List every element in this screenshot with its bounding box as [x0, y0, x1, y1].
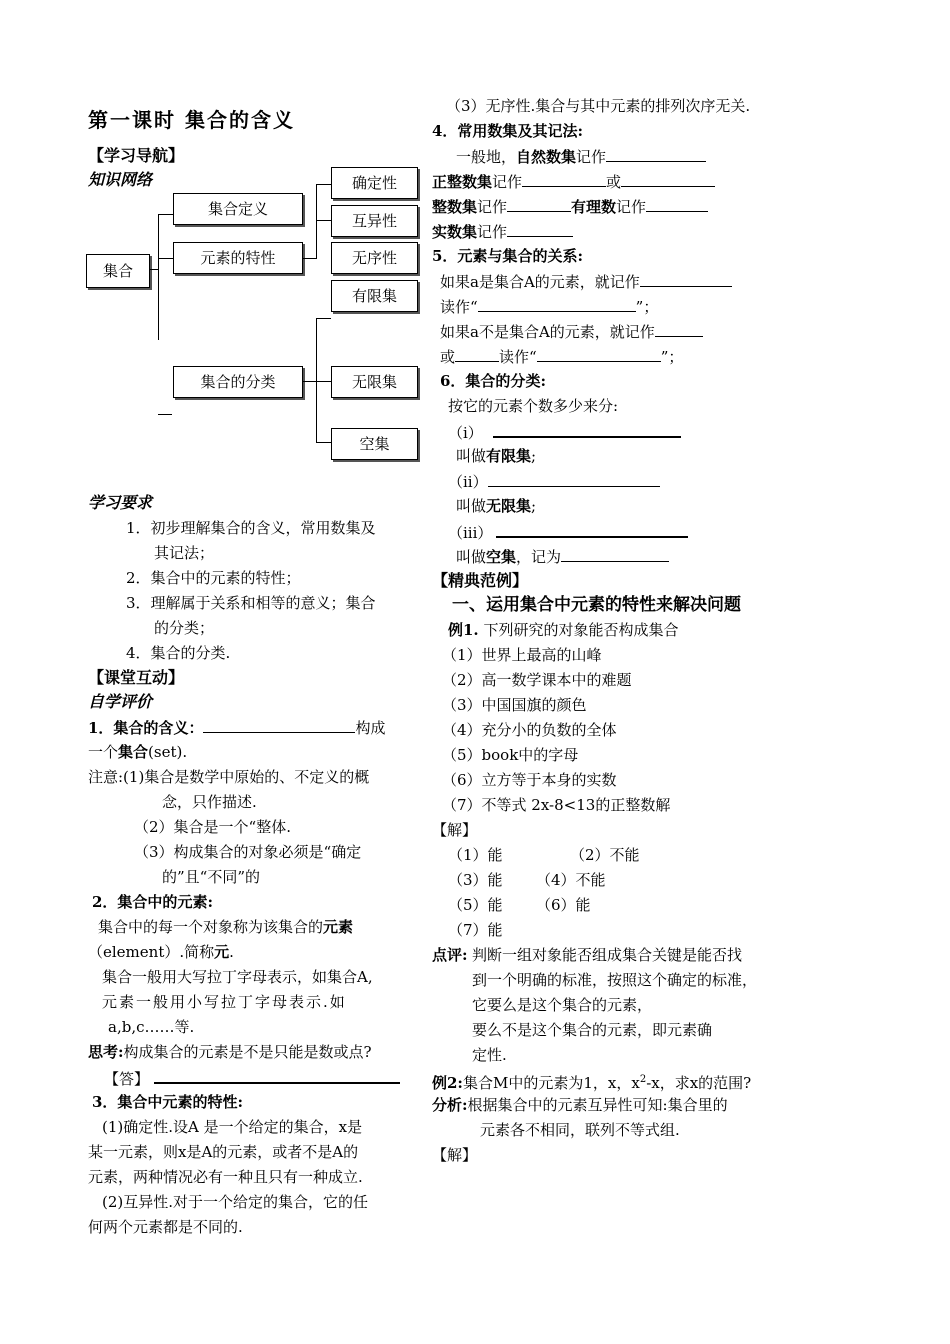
section-6-line1: 按它的元素个数多少来分: [448, 397, 619, 415]
connector [302, 381, 317, 382]
blank-field[interactable] [507, 196, 571, 212]
requirement-2: 2．集合中的元素的特性； [126, 569, 301, 587]
blank-field[interactable] [561, 546, 669, 562]
solution-item: （6）能 [536, 896, 591, 914]
comment-label: 点评: [432, 946, 468, 964]
diagram-prop-2: 互异性 [331, 205, 418, 237]
blank-field[interactable] [493, 421, 681, 438]
blank-field[interactable] [640, 271, 732, 287]
analysis-line2: 元素各不相同，联列不等式组. [480, 1121, 680, 1139]
solution-item: （4）不能 [536, 871, 606, 889]
solution-item: （5）能 [448, 896, 503, 914]
blank-field[interactable] [522, 171, 606, 187]
solution-item: （1）能 [448, 846, 503, 864]
connector [158, 214, 173, 215]
connector [316, 220, 331, 221]
example-1-item: （1）世界上最高的山峰 [442, 646, 602, 664]
class-i-desc: 叫做有限集; [456, 447, 537, 465]
class-iii-line: （iii） [448, 521, 688, 543]
requirement-1b: 其记法； [154, 544, 215, 562]
section-5-line3: 如果a不是集合A的元素，就记作 [440, 321, 703, 342]
section-6-label: 6．集合的分类: [440, 372, 546, 390]
note-2: （2）集合是一个“整体. [134, 818, 291, 836]
s1-suffix: 构成 [355, 719, 386, 737]
section-4-line3: 整数集记作 有理数记作 [432, 196, 708, 217]
diagram-root: 集合 [86, 254, 150, 288]
class-i-line: （i） [448, 421, 681, 443]
answer-blank[interactable] [154, 1067, 400, 1084]
section-2-label: 2．集合中的元素: [92, 893, 213, 911]
connector [302, 258, 317, 259]
comment-line: 判断一组对象能否组成集合关键是能否找 [472, 946, 743, 964]
section-5-line2: 读作“ ”； [440, 298, 659, 316]
connector [158, 214, 159, 340]
diagram-definition: 集合定义 [173, 193, 303, 225]
analysis-line1: 分析:根据集合中的元素互异性可知:集合里的 [432, 1096, 728, 1114]
answer-label: 【答】 [104, 1070, 150, 1088]
comment-line: 要么不是这个集合的元素，即元素确 [472, 1021, 713, 1039]
section-3-line2: 某一元素，则x是A的元素，或者不是A的 [88, 1143, 359, 1161]
requirement-4: 4．集合的分类. [126, 644, 231, 662]
section-5-label: 5．元素与集合的关系: [432, 247, 583, 265]
section-4-line2: 正整数集记作 或 [432, 171, 715, 192]
section-1-label: 1．集合的含义： [88, 719, 204, 737]
example-1-item: （2）高一数学课本中的难题 [442, 671, 632, 689]
diagram-class-3: 空集 [331, 428, 418, 460]
diagram-properties: 元素的特性 [173, 242, 303, 274]
section-3-label: 3．集合中元素的特性: [92, 1093, 243, 1111]
page-title: 第一课时 集合的含义 [88, 108, 295, 132]
solution-item: （2）不能 [570, 846, 640, 864]
section-2-line5: a,b,c……等. [108, 1018, 195, 1036]
class-header: 【课堂互动】 [88, 668, 185, 687]
solution-item: （7）能 [448, 921, 503, 939]
diagram-classification: 集合的分类 [173, 366, 303, 398]
section-2-line2: （element）.简称元. [88, 943, 234, 961]
example-1-item: （6）立方等于本身的实数 [442, 771, 617, 789]
diagram-class-1: 有限集 [331, 280, 418, 312]
solution-item: （3）能 [448, 871, 503, 889]
diagram-prop-3: 无序性 [331, 242, 418, 274]
blank-field[interactable] [203, 717, 355, 733]
connector [158, 414, 172, 415]
blank-field[interactable] [655, 321, 703, 337]
connector [158, 258, 173, 259]
solution-label: 【解】 [432, 821, 478, 839]
section-3-line5: 何两个元素都是不同的. [88, 1218, 243, 1236]
blank-field[interactable] [488, 471, 660, 487]
section-1-line2: 一个集合(set). [88, 743, 188, 761]
section-3-line3: 元素，两种情况必有一种且只有一种成立. [88, 1168, 363, 1186]
section-1-line [88, 717, 385, 738]
section-2-line4: 元素一般用小写拉丁字母表示.如 [102, 993, 347, 1011]
blank-field[interactable] [478, 296, 636, 312]
blank-field[interactable] [606, 146, 706, 162]
section-3-line4: (2)互异性.对于一个给定的集合，它的任 [102, 1193, 369, 1211]
diagram-class-2: 无限集 [331, 366, 418, 398]
blank-field[interactable] [496, 521, 688, 538]
connector [316, 318, 331, 319]
self-eval-label: 自学评价 [88, 692, 153, 711]
diagram-prop-1: 确定性 [331, 167, 418, 199]
section-3-line1: (1)确定性.设A 是一个给定的集合，x是 [102, 1118, 363, 1136]
section-4-line4: 实数集记作 [432, 221, 573, 242]
section-2-line3: 集合一般用大写拉丁字母表示，如集合A, [102, 968, 373, 986]
blank-field[interactable] [621, 171, 715, 187]
example-1-item: （5）book中的字母 [442, 746, 579, 764]
connector [316, 184, 331, 185]
network-label: 知识网络 [88, 170, 153, 189]
requirement-3b: 的分类； [154, 619, 215, 637]
class-ii-desc: 叫做无限集; [456, 497, 537, 515]
sub-header: 一、运用集合中元素的特性来解决问题 [452, 595, 741, 615]
example-2-prompt: 例2:集合M中的元素为1，x，$x^2-x$，求x的范围? [432, 1074, 752, 1092]
comment-line: 定性. [472, 1046, 507, 1064]
requirements-label: 学习要求 [88, 493, 153, 512]
property-3: （3）无序性.集合与其中元素的排列次序无关. [446, 97, 751, 115]
class-iii-desc: 叫做空集，记为 [456, 546, 669, 567]
connector [316, 318, 317, 442]
blank-field[interactable] [455, 346, 499, 362]
connector [316, 442, 331, 443]
nav-header: 【学习导航】 [88, 146, 185, 165]
blank-field[interactable] [646, 196, 708, 212]
example-1-item: （3）中国国旗的颜色 [442, 696, 587, 714]
examples-header: 【精典范例】 [432, 571, 529, 590]
answer-line [104, 1067, 400, 1089]
section-5-line4: 或 读作“ ”； [440, 348, 684, 366]
class-ii-line: （ii） [448, 471, 660, 492]
think-line: 思考:构成集合的元素是不是只能是数或点? [88, 1043, 372, 1061]
connector [149, 269, 158, 270]
requirement-3: 3．理解属于关系和相等的意义；集合 [126, 594, 376, 612]
blank-field[interactable] [507, 221, 573, 237]
note-1b: 念，只作描述. [162, 793, 257, 811]
note-3b: 的”且“不同”的 [162, 868, 261, 886]
solution-2-label: 【解】 [432, 1146, 478, 1164]
section-4-label: 4．常用数集及其记法: [432, 122, 583, 140]
comment-line: 它要么是这个集合的元素， [472, 996, 653, 1014]
example-1-item: （4）充分小的负数的全体 [442, 721, 617, 739]
connector [316, 184, 317, 258]
requirement-1: 1．初步理解集合的含义，常用数集及 [126, 519, 376, 537]
blank-field[interactable] [537, 346, 661, 362]
note-3: （3）构成集合的对象必须是“确定 [134, 843, 362, 861]
connector [316, 381, 331, 382]
example-1-prompt: 例1. 下列研究的对象能否构成集合 [448, 621, 679, 639]
example-1-item: （7）不等式 2x-8<13的正整数解 [442, 796, 671, 814]
section-4-line1: 一般地，自然数集记作 [456, 146, 706, 167]
comment-line: 到一个明确的标准，按照这个确定的标准， [472, 971, 758, 989]
note-1: 注意:(1)集合是数学中原始的、不定义的概 [88, 768, 370, 786]
section-5-line1: 如果a是集合A的元素，就记作 [440, 271, 732, 292]
section-2-line1: 集合中的每一个对象称为该集合的元素 [98, 918, 354, 936]
